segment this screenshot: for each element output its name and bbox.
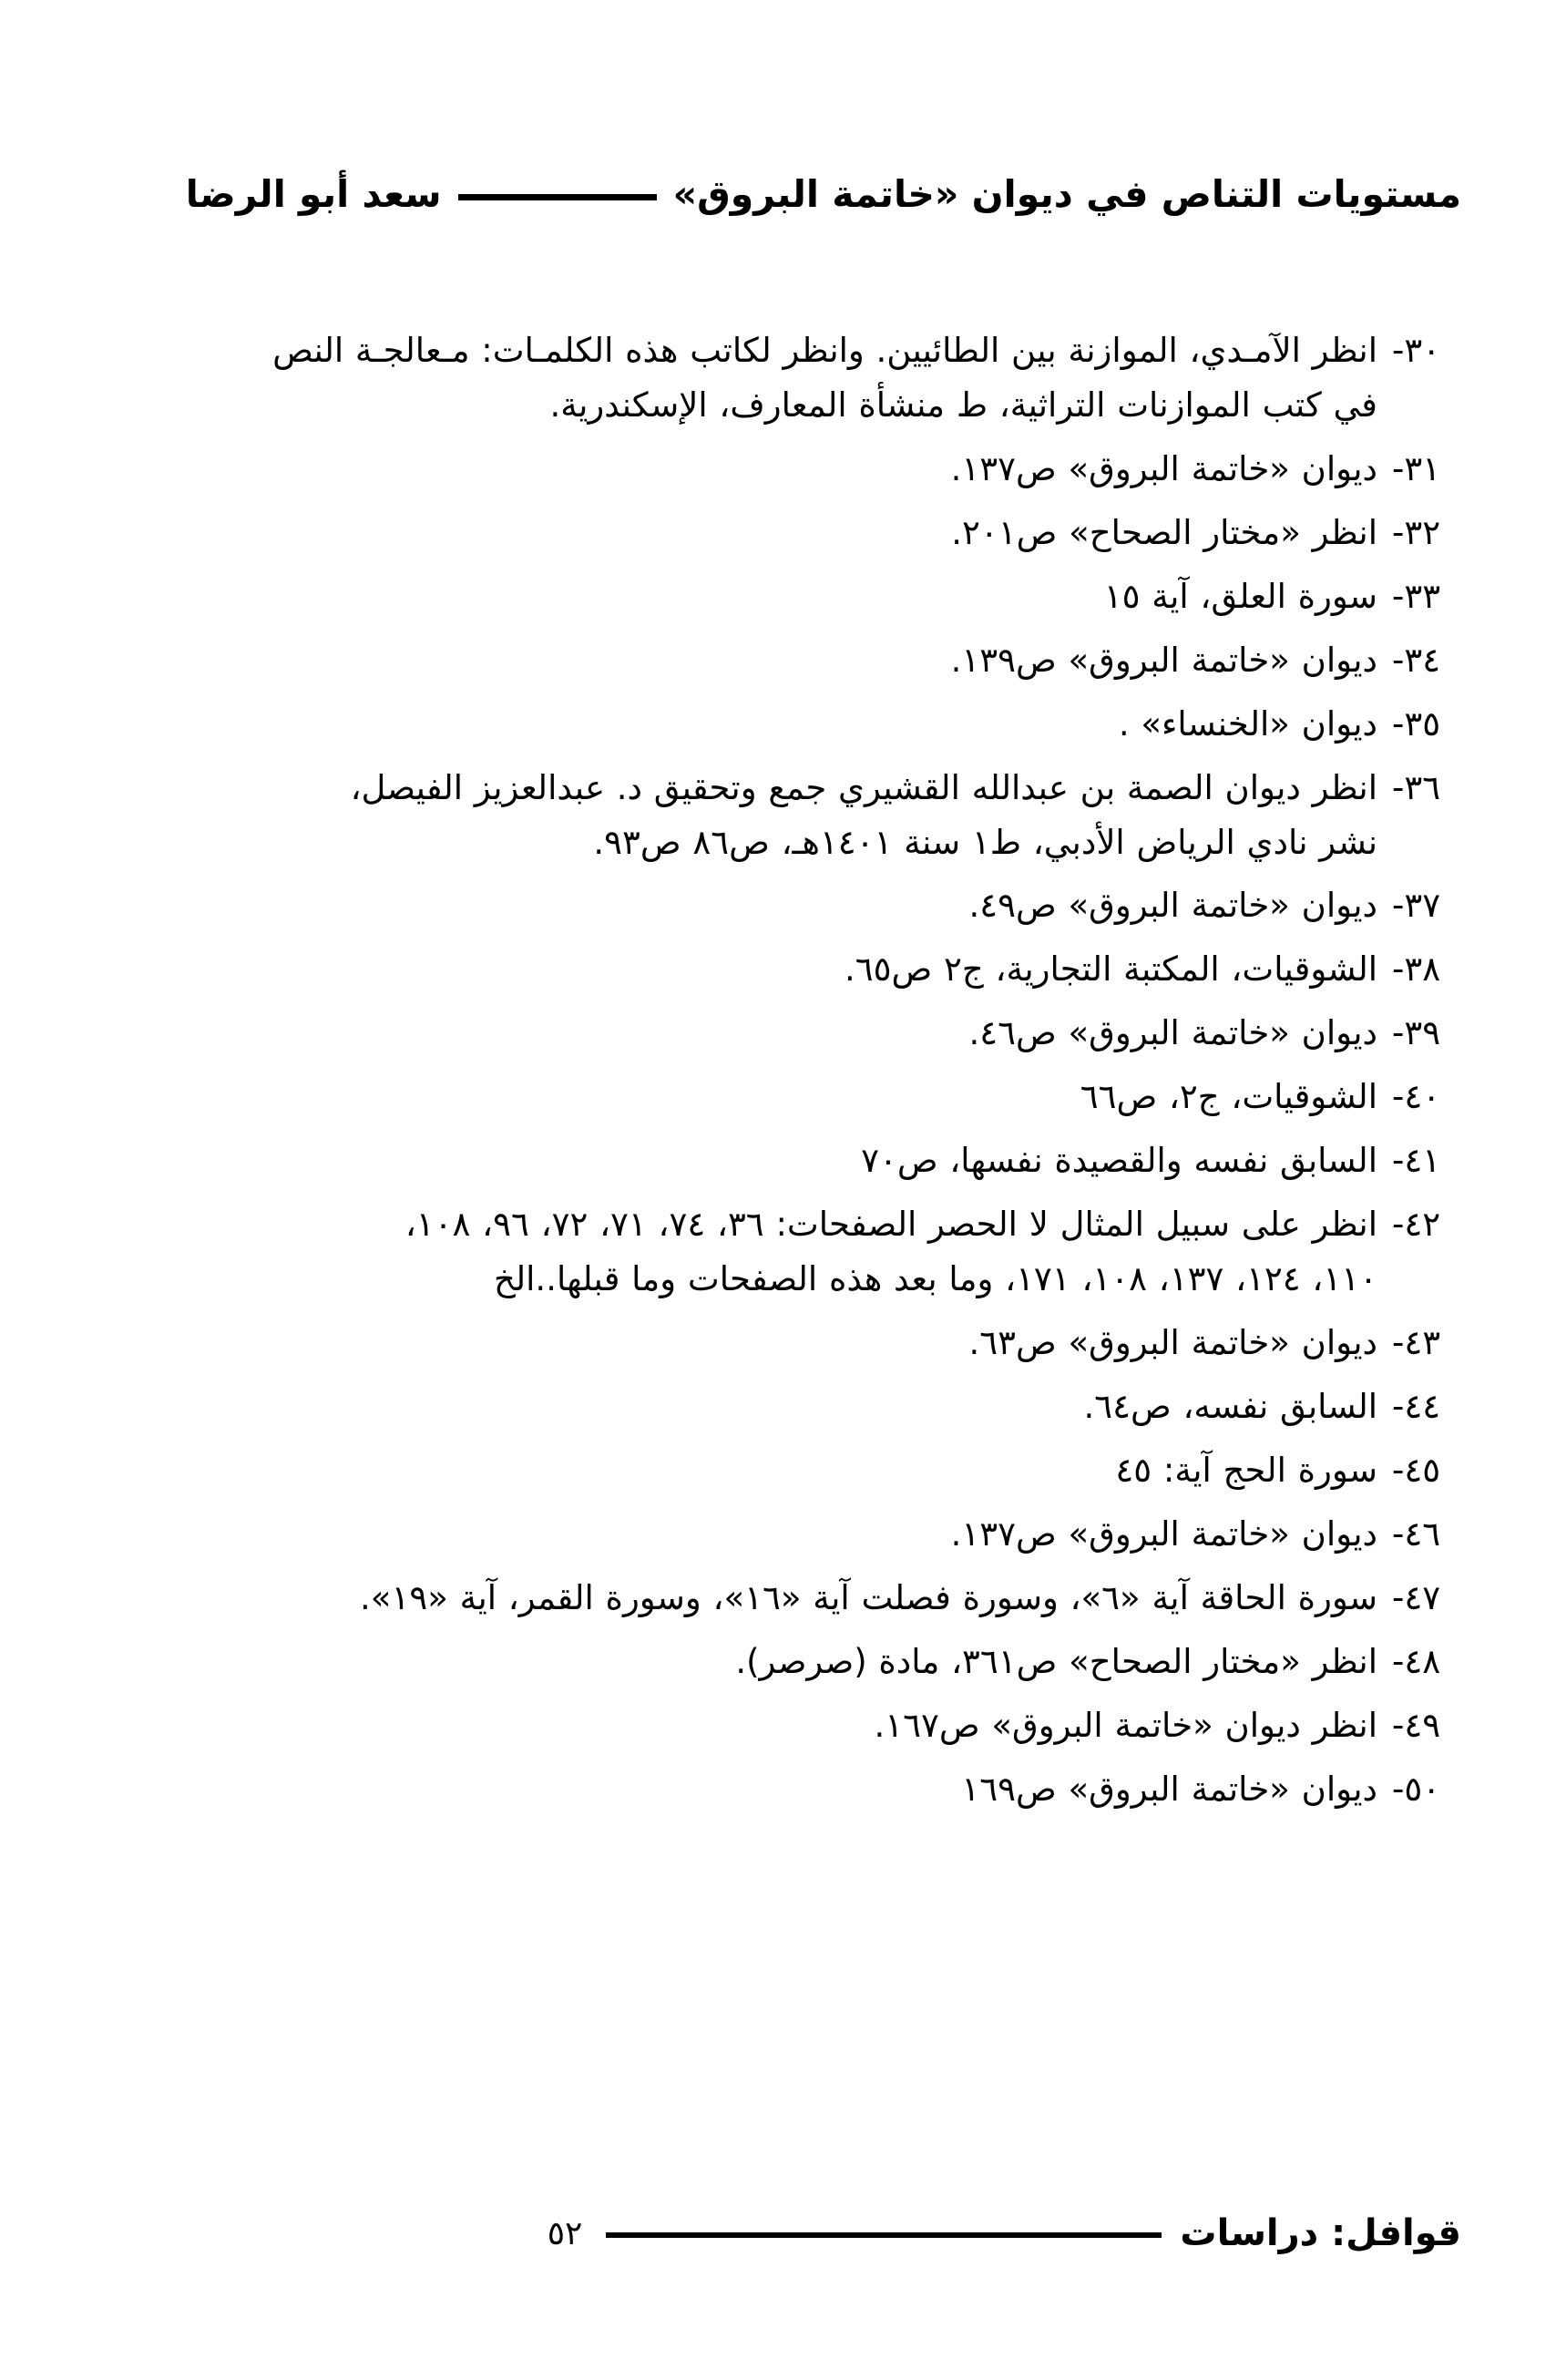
endnote-number: ٣٧-: [1392, 886, 1441, 926]
running-header: [95, 171, 1461, 218]
endnote-line: الشوقيات، ج٢، ص٦٦: [1080, 1077, 1377, 1117]
footer-divider-rule: [606, 2232, 1162, 2238]
endnotes-list: [95, 323, 1461, 1826]
endnote-line: السابق نفسه والقصيدة نفسها، ص٧٠: [861, 1141, 1377, 1181]
endnote-item: [95, 442, 1461, 497]
endnote-number: ٣٢-: [1392, 512, 1441, 552]
endnote-line: الشوقيات، المكتبة التجارية، ج٢ ص٦٥.: [845, 949, 1377, 990]
endnote-number: ٤٤-: [1392, 1386, 1441, 1426]
endnote-item: [95, 1316, 1461, 1370]
header-divider-rule: [458, 194, 657, 200]
endnote-text: [95, 633, 1377, 688]
endnote-number: ٥٠-: [1392, 1769, 1441, 1809]
endnote-text: [95, 1507, 1377, 1562]
endnote-item: [95, 1635, 1461, 1689]
endnote-line: ديوان «خاتمة البروق» ص١٣٧.: [950, 448, 1377, 488]
endnote-text: [95, 1762, 1377, 1817]
endnote-item: [95, 1762, 1461, 1817]
endnote-line: انظر «مختار الصحاح» ص٣٦١، مادة (صرصر).: [735, 1641, 1377, 1681]
endnote-item: [95, 697, 1461, 752]
endnote-item: [95, 506, 1461, 560]
endnote-text: [95, 942, 1377, 997]
endnote-text: [95, 1197, 1377, 1307]
endnote-line: ديوان «خاتمة البروق» ص٤٦.: [968, 1013, 1377, 1053]
endnote-line: انظر على سبيل المثال لا الحصر الصفحات: ٣٦، ٧٤، ٧١، ٧٢، ٩٦، ١٠٨،: [404, 1205, 1377, 1245]
endnote-item: [95, 1197, 1461, 1307]
endnote-number: ٤٧-: [1392, 1577, 1441, 1617]
endnote-item: [95, 1070, 1461, 1124]
endnote-line: السابق نفسه، ص٦٤.: [1083, 1386, 1377, 1426]
endnote-text: [95, 323, 1377, 433]
endnote-text: [95, 1571, 1377, 1626]
endnote-item: [95, 1006, 1461, 1061]
endnote-line: انظر «مختار الصحاح» ص٢٠١.: [951, 512, 1377, 552]
endnote-number: ٣٠-: [1392, 331, 1441, 370]
endnote-text: [95, 1316, 1377, 1370]
endnote-text: [95, 761, 1377, 870]
endnote-line: في كتب الموازنات التراثية، ط منشأة المعارف، الإسكندرية.: [549, 385, 1377, 425]
endnote-item: [95, 1380, 1461, 1434]
endnote-text: [95, 1698, 1377, 1753]
endnote-number: ٤٨-: [1392, 1641, 1441, 1681]
endnote-number: ٣٣-: [1392, 576, 1441, 616]
endnote-number: ٤٩-: [1392, 1705, 1441, 1745]
endnote-text: [95, 442, 1377, 497]
page-number: ٥٢: [547, 2214, 583, 2252]
endnote-item: [95, 1134, 1461, 1188]
endnote-text: [95, 697, 1377, 752]
endnote-item: [95, 1571, 1461, 1626]
endnote-number: ٤٢-: [1392, 1205, 1441, 1245]
endnote-number: ٤١-: [1392, 1141, 1441, 1181]
endnote-item: [95, 569, 1461, 624]
endnote-number: ٣٥-: [1392, 703, 1441, 744]
endnote-text: [95, 569, 1377, 624]
endnote-text: [95, 1134, 1377, 1188]
endnote-text: [95, 1635, 1377, 1689]
endnote-item: [95, 633, 1461, 688]
endnote-line: سورة العلق، آية ١٥: [1103, 576, 1377, 616]
endnote-line: نشر نادي الرياض الأدبي، ط١ سنة ١٤٠١هـ، ص٨٦ ص٩٣.: [593, 822, 1377, 862]
endnote-item: [95, 761, 1461, 870]
endnote-item: [95, 1698, 1461, 1753]
endnote-line: ديوان «خاتمة البروق» ص١٣٩.: [950, 640, 1377, 680]
endnote-line: ديوان «خاتمة البروق» ص١٦٩: [961, 1769, 1377, 1809]
endnote-number: ٣٩-: [1392, 1013, 1441, 1053]
page-footer: [95, 2212, 1461, 2254]
endnote-number: ٣٤-: [1392, 640, 1441, 680]
endnote-number: ٤٥-: [1392, 1450, 1441, 1490]
endnote-line: ديوان «الخنساء» .: [1118, 703, 1377, 744]
endnote-text: [95, 1380, 1377, 1434]
header-author: سعد أبو الرضا: [185, 172, 442, 216]
endnote-line: ديوان «خاتمة البروق» ص٦٣.: [968, 1323, 1377, 1362]
endnote-number: ٣١-: [1392, 448, 1441, 488]
endnote-line: ١١٠، ١٢٤، ١٣٧، ١٠٨، ١٧١، وما بعد هذه الصفحات وما قبلها..الخ: [494, 1259, 1377, 1299]
endnote-item: [95, 323, 1461, 433]
endnote-item: [95, 942, 1461, 997]
endnote-item: [95, 1507, 1461, 1562]
endnote-text: [95, 878, 1377, 933]
endnote-number: ٣٨-: [1392, 949, 1441, 990]
endnote-line: انظر الآمـدي، الموازنة بين الطائيين. وانظر لكاتب هذه الكلمـات: مـعالجـة النص: [272, 331, 1377, 370]
endnote-line: سورة الحج آية: ٤٥: [1115, 1450, 1377, 1490]
header-title: مستويات التناص في ديوان «خاتمة البروق»: [672, 172, 1461, 216]
endnote-text: [95, 1070, 1377, 1124]
endnote-item: [95, 878, 1461, 933]
endnote-text: [95, 1006, 1377, 1061]
endnote-text: [95, 506, 1377, 560]
endnote-line: انظر ديوان الصمة بن عبدالله القشيري جمع وتحقيق د. عبدالعزيز الفيصل،: [350, 767, 1377, 807]
endnote-line: سورة الحاقة آية «٦»، وسورة فصلت آية «١٦»، وسورة القمر، آية «١٩».: [360, 1577, 1377, 1617]
endnote-item: [95, 1443, 1461, 1498]
endnote-number: ٤٦-: [1392, 1513, 1441, 1554]
endnote-line: ديوان «خاتمة البروق» ص٤٩.: [968, 886, 1377, 926]
endnote-number: ٣٦-: [1392, 767, 1441, 807]
endnote-number: ٤٣-: [1392, 1323, 1441, 1362]
footer-label: قوافل: دراسات: [1180, 2212, 1461, 2254]
endnote-text: [95, 1443, 1377, 1498]
endnote-line: ديوان «خاتمة البروق» ص١٣٧.: [950, 1513, 1377, 1554]
endnote-number: ٤٠-: [1392, 1077, 1441, 1117]
endnote-line: انظر ديوان «خاتمة البروق» ص١٦٧.: [874, 1705, 1377, 1745]
